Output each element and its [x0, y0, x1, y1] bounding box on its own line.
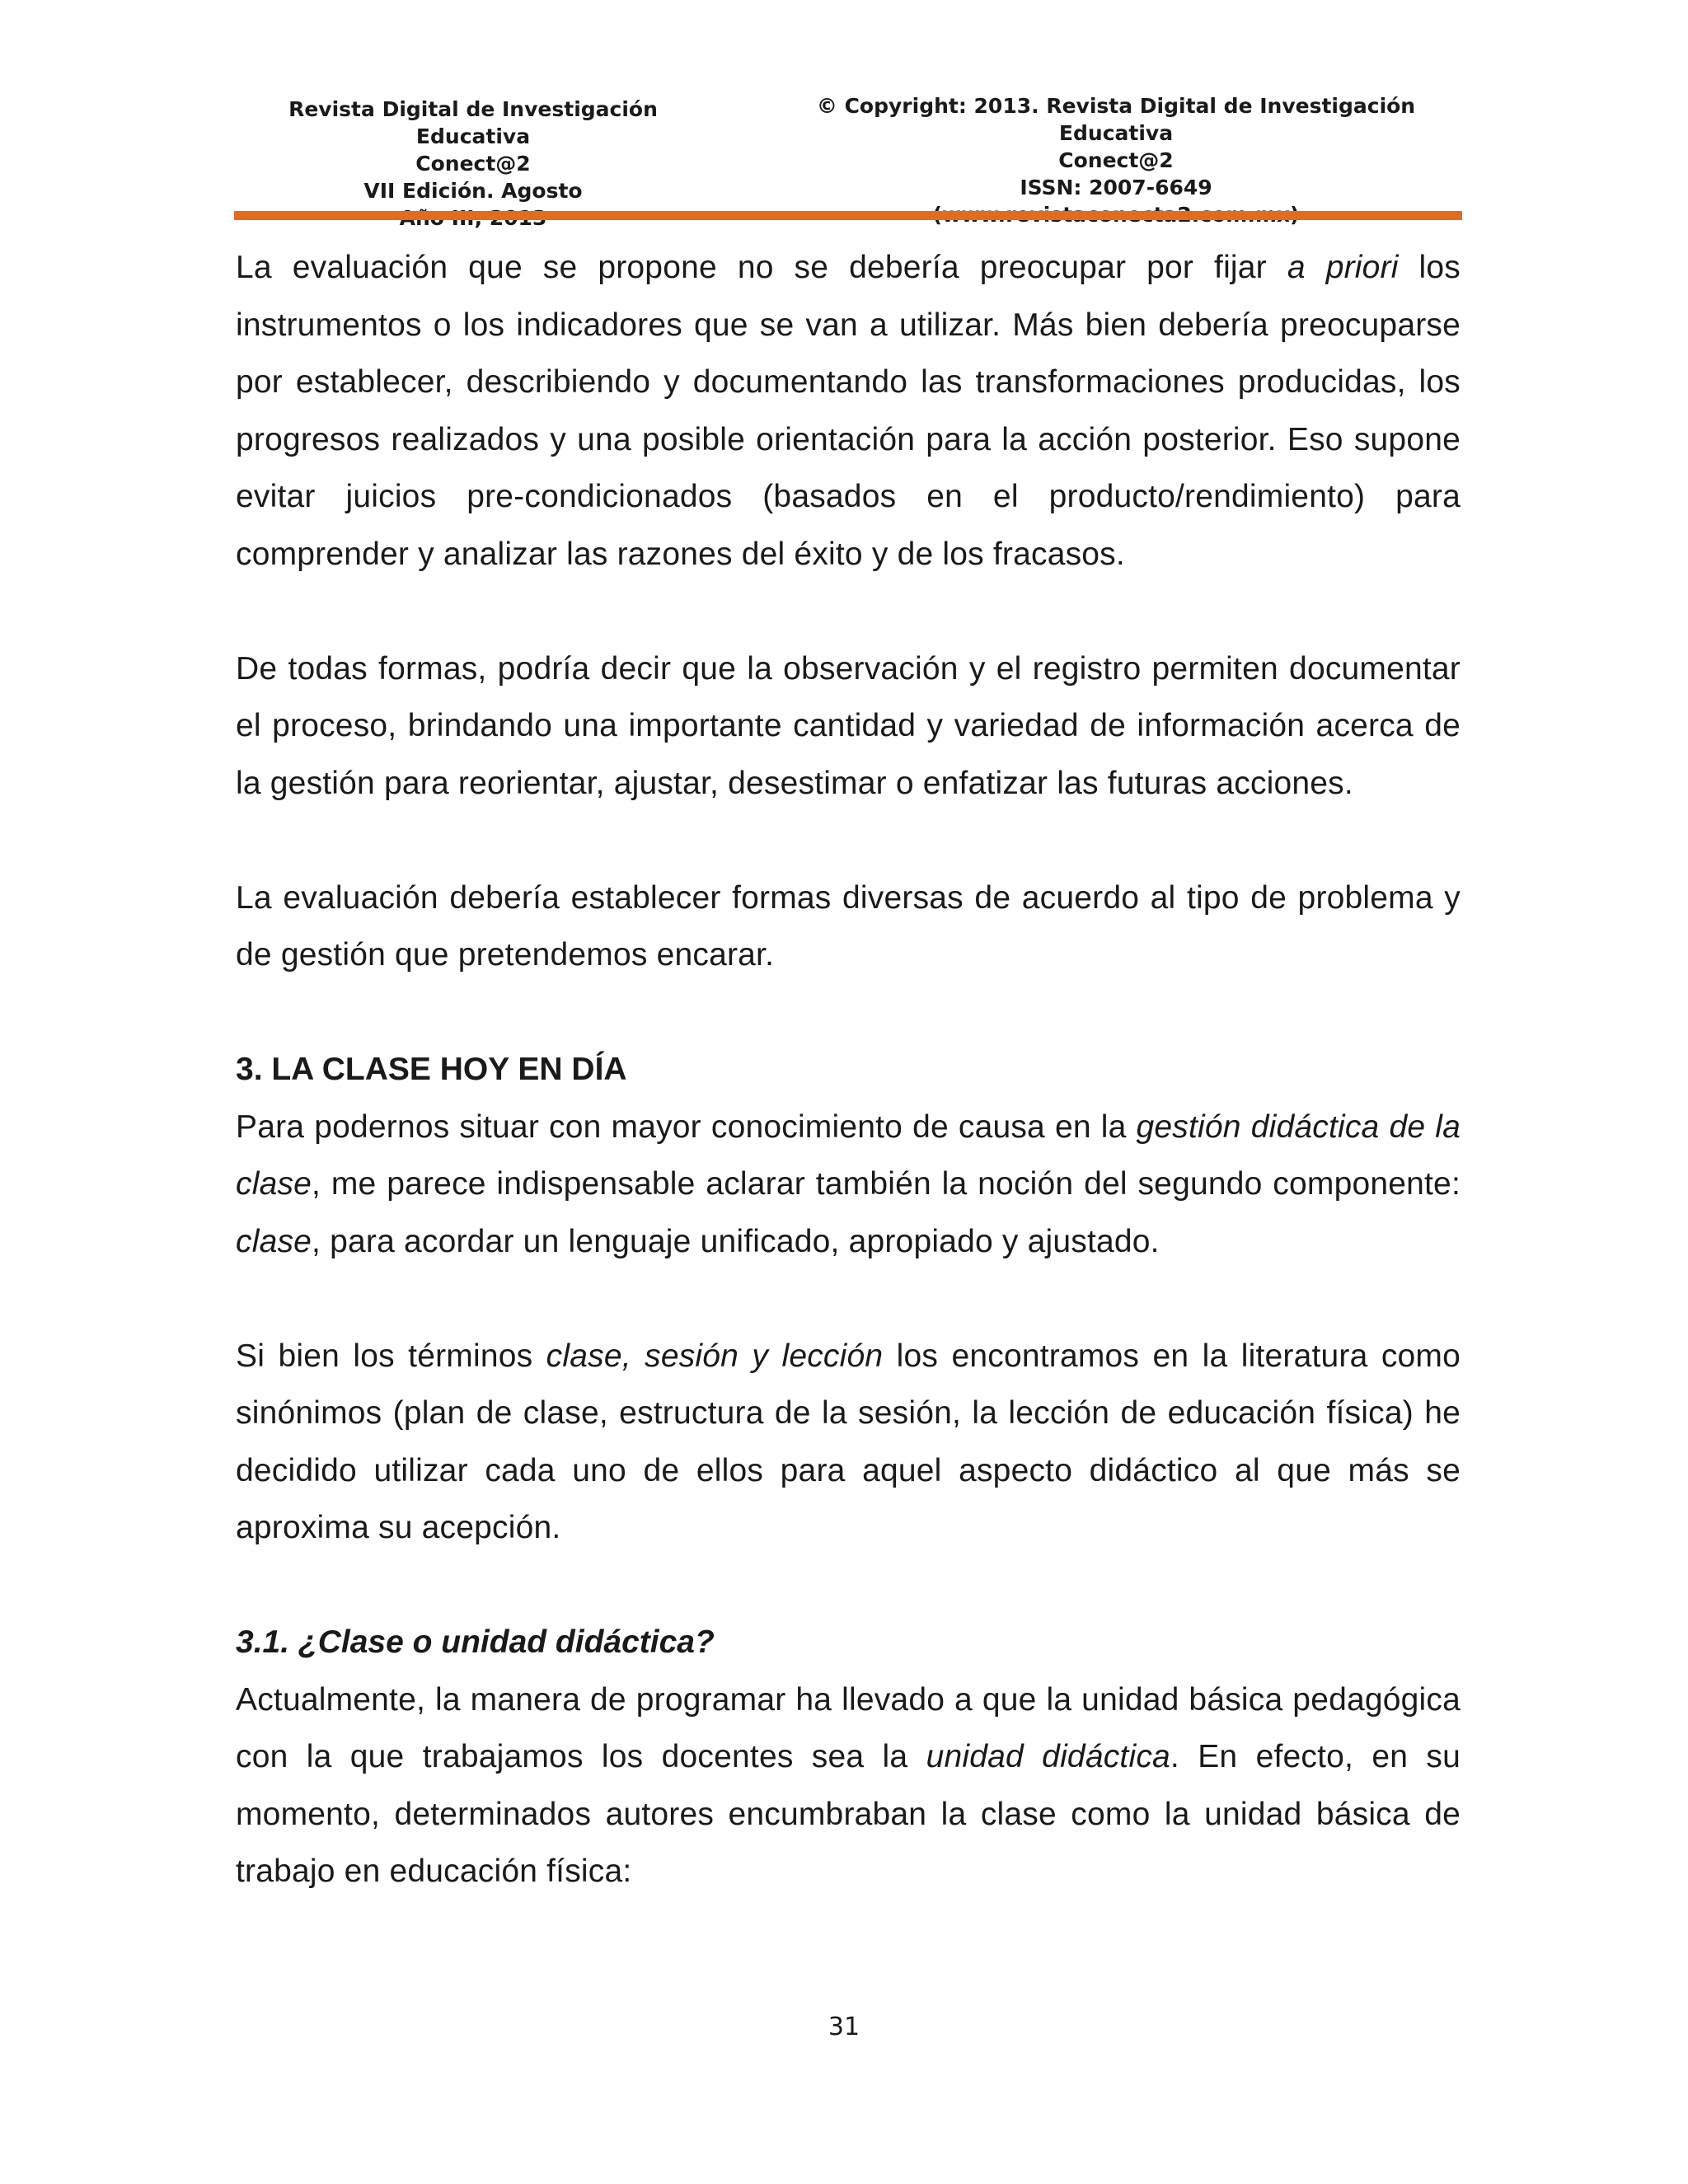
emphasis-gestion: gestión didáctica de la clase: [236, 1108, 1461, 1202]
page-number: 31: [828, 2013, 860, 2041]
paragraph-1: La evaluación que se propone no se debería preocupar por fijar a priori los instrumentos o los indicadores que se van a utilizar. Más bien debería preocuparse por establecer, describiendo y documentando las transformaciones producidas, los progresos realizados y una posible orientación para la acción posterior. Eso supone evitar juicios pre-condicionados (basados en el producto/rendimiento) para comprender y analizar las razones del éxito y de los fracasos.: [236, 250, 1461, 572]
journal-title: Revista Digital de Investigación Educativa: [288, 97, 658, 148]
issn: ISSN: 2007-6649: [1020, 176, 1212, 199]
edition-info: VII Edición. Agosto: [363, 179, 583, 203]
copyright-line: © Copyright: 2013. Revista Digital de Investigación Educativa: [816, 94, 1416, 145]
header-divider: [234, 211, 1462, 220]
paragraph-6: Actualmente, la manera de programar ha llevado a que la unidad básica pedagógica con la que trabajamos los docentes sea la unidad didáctica. En efecto, en su momento, determinados autores encumbraban la clase como la unidad básica de trabajo en educación física:: [236, 1681, 1461, 1889]
paragraph-2: De todas formas, podría decir que la observación y el registro permiten documentar el proceso, brindando una importante cantidad y variedad de información acerca de la gestión para reorientar, ajustar, desestimar o enfatizar las futuras acciones.: [236, 650, 1461, 801]
copyright-journal-name: Conect@2: [1058, 148, 1174, 172]
emphasis-unidad-didactica: unidad didáctica: [926, 1739, 1170, 1774]
subsection-heading: 3.1. ¿Clase o unidad didáctica?: [236, 1624, 715, 1660]
section-heading: 3. LA CLASE HOY EN DÍA: [236, 1052, 627, 1087]
emphasis-terms: clase, sesión y lección: [546, 1338, 884, 1374]
copyright-info: [770, 92, 1462, 228]
paragraph-3: La evaluación debería establecer formas diversas de acuerdo al tipo de problema y de gestión que pretendemos encarar.: [236, 879, 1461, 972]
emphasis-clase: clase: [236, 1223, 312, 1259]
paragraph-5: Si bien los términos clase, sesión y lección los encontramos en la literatura como sinónimos (plan de clase, estructura de la sesión, la lección de educación física) he decidido utilizar cada uno de ellos para aquel aspecto didáctico al que más se aproxima su acepción.: [236, 1338, 1461, 1545]
journal-name: Conect@2: [415, 152, 531, 176]
paragraph-4: Para podernos situar con mayor conocimiento de causa en la gestión didáctica de la clase, me parece indispensable aclarar también la noción del segundo componente: clase, para acordar un lenguaje unificado, apropiado y ajustado.: [236, 1108, 1461, 1259]
page-header: [234, 92, 1462, 208]
page-content: [236, 239, 1461, 1900]
emphasis-a-priori: a priori: [1287, 250, 1399, 285]
